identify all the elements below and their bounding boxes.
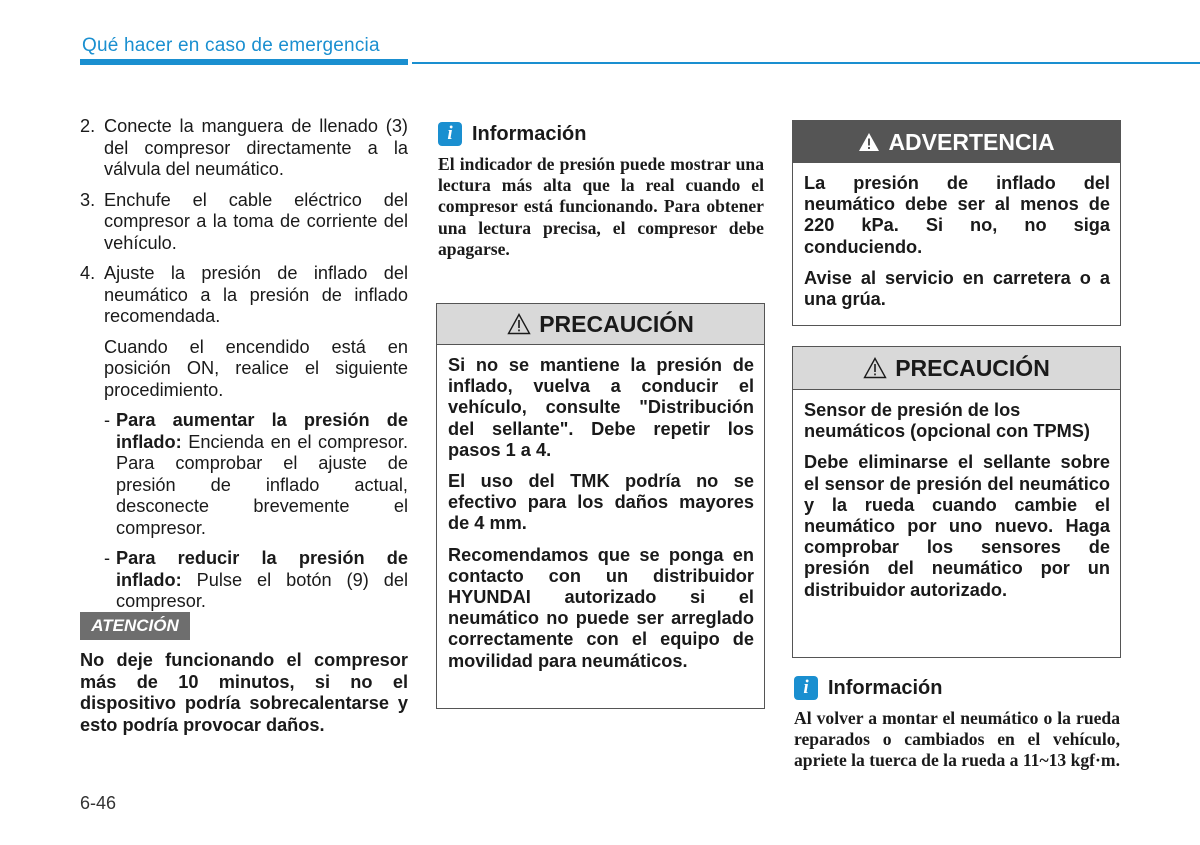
attention-text: No deje funcionando el compresor más de 10 minutos, si no el dispositivo podría sobrecalentarse y esto podría provocar daños. bbox=[80, 650, 408, 735]
precaution-title: PRECAUCIÓN bbox=[539, 310, 694, 337]
bullet-body: Encienda en el compresor. Para comprobar el ajuste de presión de inflado actual, desconecte brevemente el compresor. bbox=[116, 431, 408, 538]
bullet-dash: - bbox=[104, 410, 111, 430]
precaution-header bbox=[793, 347, 1120, 390]
step-number: 3. bbox=[80, 189, 96, 210]
info-heading bbox=[438, 122, 764, 146]
bullet-item bbox=[104, 548, 408, 613]
warning-paragraph: La presión de inflado del neumático debe ser al menos de 220 kPa. Si no, no siga conduciendo. bbox=[804, 173, 1110, 257]
step-item bbox=[80, 263, 408, 328]
step-item bbox=[80, 190, 408, 255]
bullet-item bbox=[104, 410, 408, 539]
bullet-lead: Para aumentar la presión de inflado: bbox=[116, 410, 408, 452]
step-followup: Cuando el encendido está en posición ON, realice el siguiente procedimiento. bbox=[104, 336, 408, 400]
info-icon: i bbox=[438, 122, 462, 146]
warning-header bbox=[793, 121, 1120, 163]
info-title: Información bbox=[472, 122, 587, 145]
step-number: 4. bbox=[80, 263, 96, 283]
warning-triangle-icon bbox=[858, 132, 880, 152]
bullet-text bbox=[116, 548, 408, 613]
precaution-box bbox=[792, 346, 1121, 658]
info-block bbox=[438, 122, 764, 260]
bullet-text bbox=[116, 410, 408, 539]
warning-body bbox=[793, 163, 1120, 318]
precaution-body bbox=[437, 345, 764, 680]
info-block bbox=[794, 676, 1120, 772]
warning-paragraph: Avise al servicio en carretera o a una grúa. bbox=[804, 267, 1110, 310]
precaution-title: PRECAUCIÓN bbox=[895, 354, 1050, 381]
precaution-paragraph: Debe eliminarse el sellante sobre el sensor de presión del neumático y la rueda cuando cambie el neumático por uno nuevo. Haga comprobar los sensores de presión del neumático por un distribuidor autorizado. bbox=[804, 452, 1110, 600]
step-item bbox=[80, 116, 408, 181]
step-text: Ajuste la presión de inflado del neumático a la presión de inflado recomendada. bbox=[104, 263, 408, 326]
instructions-column bbox=[80, 116, 408, 622]
step-number: 2. bbox=[80, 116, 96, 136]
step-text: Conecte la manguera de llenado (3) del compresor directamente a la válvula del neumático. bbox=[104, 116, 408, 179]
bullet-lead: Para reducir la presión de inflado: bbox=[116, 548, 408, 590]
page-header-title: Qué hacer en caso de emergencia bbox=[82, 35, 380, 56]
attention-badge: ATENCIÓN bbox=[80, 612, 190, 640]
precaution-box bbox=[436, 303, 765, 709]
precaution-paragraph: Recomendamos que se ponga en contacto con un distribuidor HYUNDAI autorizado si el neumático no puede ser arreglado correctamente con el equipo de movilidad para neumáticos. bbox=[448, 544, 754, 671]
header-rule-thin bbox=[412, 62, 1200, 64]
page-number: 6-46 bbox=[80, 793, 117, 813]
info-text: El indicador de presión puede mostrar una lectura más alta que la real cuando el compresor está funcionando. Para obtener una lectura precisa, el compresor debe apagarse. bbox=[438, 154, 764, 259]
bullet-body: Pulse el botón (9) del compresor. bbox=[116, 569, 408, 611]
bullet-dash: - bbox=[104, 548, 111, 568]
info-title: Información bbox=[828, 676, 943, 699]
info-text: Al volver a montar el neumático o la rueda reparados o cambiados en el vehículo, apriete la tuerca de la rueda a 11~13 kgf·m. bbox=[794, 708, 1120, 771]
warning-box bbox=[792, 120, 1121, 326]
precaution-paragraph: El uso del TMK podría no se efectivo para los daños mayores de 4 mm. bbox=[448, 471, 754, 534]
precaution-header bbox=[437, 304, 764, 345]
info-icon: i bbox=[794, 676, 818, 700]
caution-triangle-icon bbox=[863, 357, 887, 379]
header-rule bbox=[80, 59, 408, 65]
precaution-body bbox=[793, 390, 1120, 609]
precaution-paragraph: Sensor de presión de los neumáticos (opcional con TPMS) bbox=[804, 400, 1090, 442]
precaution-paragraph: Si no se mantiene la presión de inflado, vuelva a conducir el vehículo, consulte "Distribución del sellante". Debe repetir los pasos 1 a 4. bbox=[448, 355, 754, 460]
caution-triangle-icon bbox=[507, 313, 531, 335]
step-text: Enchufe el cable eléctrico del compresor a la toma de corriente del vehículo. bbox=[104, 189, 408, 253]
warning-title: ADVERTENCIA bbox=[888, 128, 1055, 155]
info-heading bbox=[794, 676, 1120, 700]
